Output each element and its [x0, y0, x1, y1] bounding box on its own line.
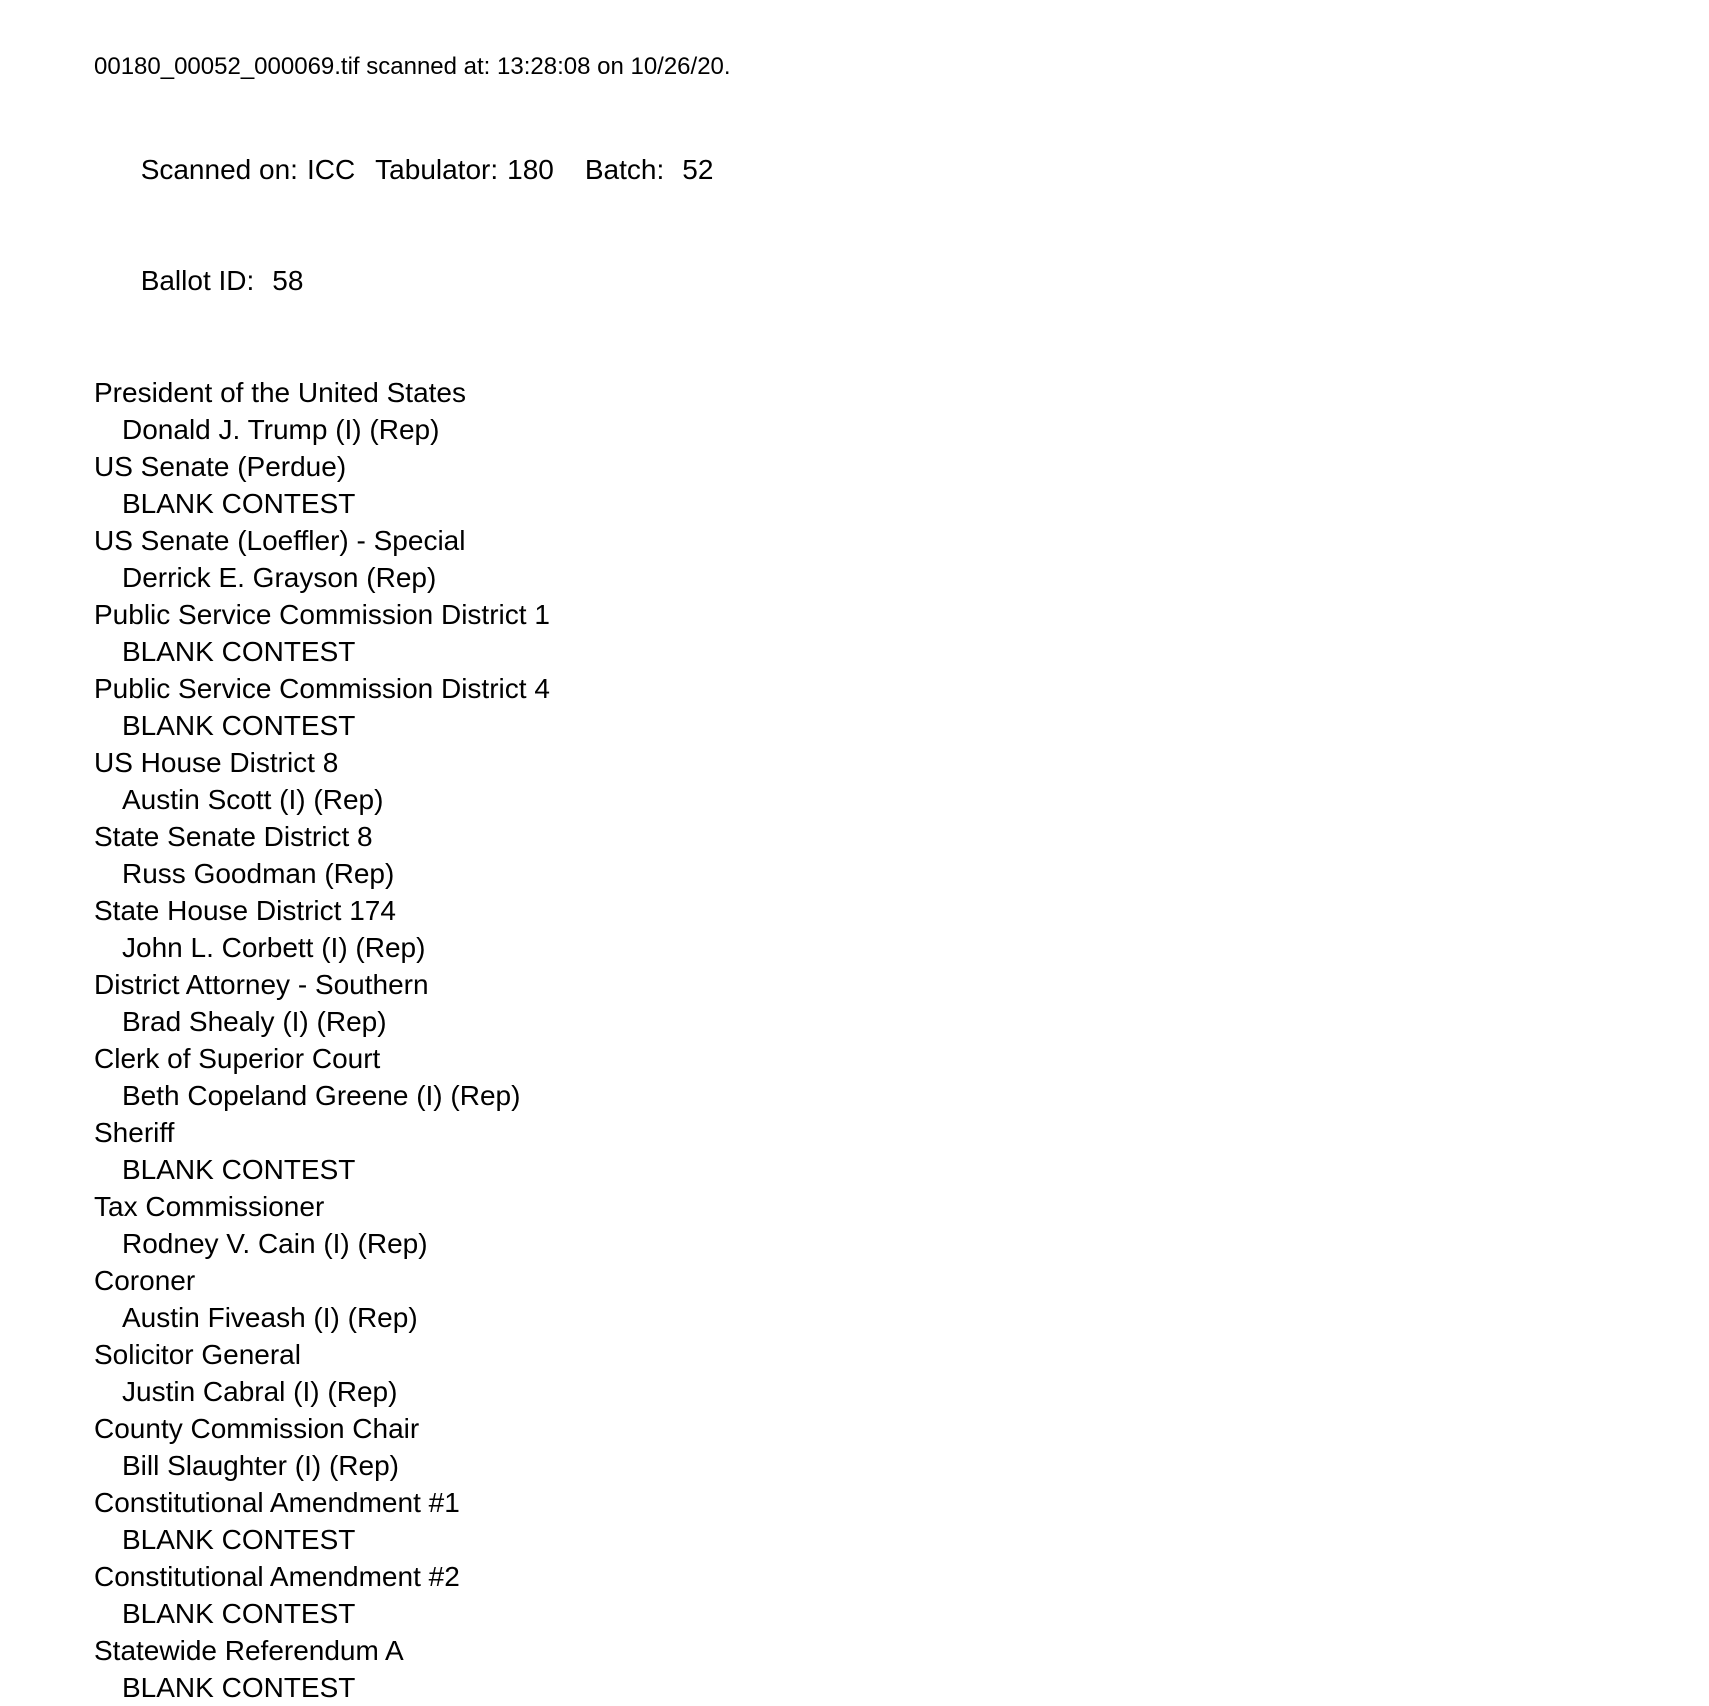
scanned-on-label: Scanned on:	[140, 154, 298, 185]
contest-title: District Attorney - Southern	[94, 969, 429, 1000]
batch-label: Batch:	[584, 154, 665, 185]
contest-selection: Austin Fiveash (I) (Rep)	[122, 1302, 418, 1333]
contest-block-clerk-superior-court	[94, 1040, 1669, 1114]
ballot-id-line	[94, 225, 1669, 336]
contest-selection: Beth Copeland Greene (I) (Rep)	[122, 1080, 521, 1111]
contest-selection: BLANK CONTEST	[122, 710, 356, 741]
contest-block-state-senate-district-8	[94, 818, 1669, 892]
contest-block-president	[94, 374, 1669, 448]
contest-title: Clerk of Superior Court	[94, 1043, 381, 1074]
contest-selection: BLANK CONTEST	[122, 1524, 356, 1555]
contest-selection: BLANK CONTEST	[122, 636, 356, 667]
contest-title: US Senate (Loeffler) - Special	[94, 525, 466, 556]
contest-block-statewide-referendum-a	[94, 1632, 1669, 1706]
contest-block-sheriff	[94, 1114, 1669, 1188]
contest-title: County Commission Chair	[94, 1413, 420, 1444]
ballot-id-label: Ballot ID:	[140, 265, 255, 296]
contest-selection: Bill Slaughter (I) (Rep)	[122, 1450, 399, 1481]
contest-selection: Donald J. Trump (I) (Rep)	[122, 414, 440, 445]
contest-title: Sheriff	[94, 1117, 175, 1148]
contest-block-us-senate-loeffler-special	[94, 522, 1669, 596]
contest-title: Solicitor General	[94, 1339, 301, 1370]
contest-block-constitutional-amendment-1	[94, 1484, 1669, 1558]
contest-title: Constitutional Amendment #2	[94, 1561, 460, 1592]
contest-title: State Senate District 8	[94, 821, 373, 852]
batch-group	[585, 154, 714, 185]
contest-selection: Justin Cabral (I) (Rep)	[122, 1376, 398, 1407]
contest-title: State House District 174	[94, 895, 396, 926]
contest-selection: Brad Shealy (I) (Rep)	[122, 1006, 387, 1037]
contest-selection: Rodney V. Cain (I) (Rep)	[122, 1228, 428, 1259]
scanned-on-group	[141, 154, 355, 185]
contest-title: US Senate (Perdue)	[94, 451, 347, 482]
contest-title: Tax Commissioner	[94, 1191, 325, 1222]
tabulator-label: Tabulator:	[375, 154, 499, 185]
contest-title: President of the United States	[94, 377, 466, 408]
tabulator-value: 180	[507, 154, 554, 185]
contest-title: Coroner	[94, 1265, 196, 1296]
contest-title: Constitutional Amendment #1	[94, 1487, 460, 1518]
contest-block-constitutional-amendment-2	[94, 1558, 1669, 1632]
contest-block-county-commission-chair	[94, 1410, 1669, 1484]
tabulator-group	[375, 154, 554, 185]
contest-block-us-senate-perdue	[94, 448, 1669, 522]
contest-selection: Russ Goodman (Rep)	[122, 858, 395, 889]
contest-block-psc-district-1	[94, 596, 1669, 670]
contest-selection: BLANK CONTEST	[122, 1598, 356, 1629]
contest-block-district-attorney-southern	[94, 966, 1669, 1040]
scan-metadata-block	[94, 114, 1669, 336]
contest-selection: Derrick E. Grayson (Rep)	[122, 562, 437, 593]
contest-selection: Austin Scott (I) (Rep)	[122, 784, 384, 815]
contest-selection: BLANK CONTEST	[122, 488, 356, 519]
contest-block-psc-district-4	[94, 670, 1669, 744]
contest-title: Public Service Commission District 4	[94, 673, 550, 704]
contest-selection: BLANK CONTEST	[122, 1154, 356, 1185]
contest-list	[94, 374, 1669, 1706]
batch-value: 52	[682, 154, 714, 185]
scan-filename-line: 00180_00052_000069.tif scanned at: 13:28:08 on 10/26/20.	[94, 53, 731, 80]
contest-block-solicitor-general	[94, 1336, 1669, 1410]
contest-block-state-house-district-174	[94, 892, 1669, 966]
contest-title: Public Service Commission District 1	[94, 599, 550, 630]
scanner-meta-line	[94, 114, 1669, 225]
contest-title: US House District 8	[94, 747, 339, 778]
scanned-on-value: ICC	[306, 154, 356, 185]
contest-title: Statewide Referendum A	[94, 1635, 404, 1666]
contest-block-coroner	[94, 1262, 1669, 1336]
contest-block-tax-commissioner	[94, 1188, 1669, 1262]
contest-block-us-house-district-8	[94, 744, 1669, 818]
contest-selection: John L. Corbett (I) (Rep)	[122, 932, 426, 963]
contest-selection: BLANK CONTEST	[122, 1672, 356, 1703]
ballot-id-value: 58	[272, 265, 304, 296]
